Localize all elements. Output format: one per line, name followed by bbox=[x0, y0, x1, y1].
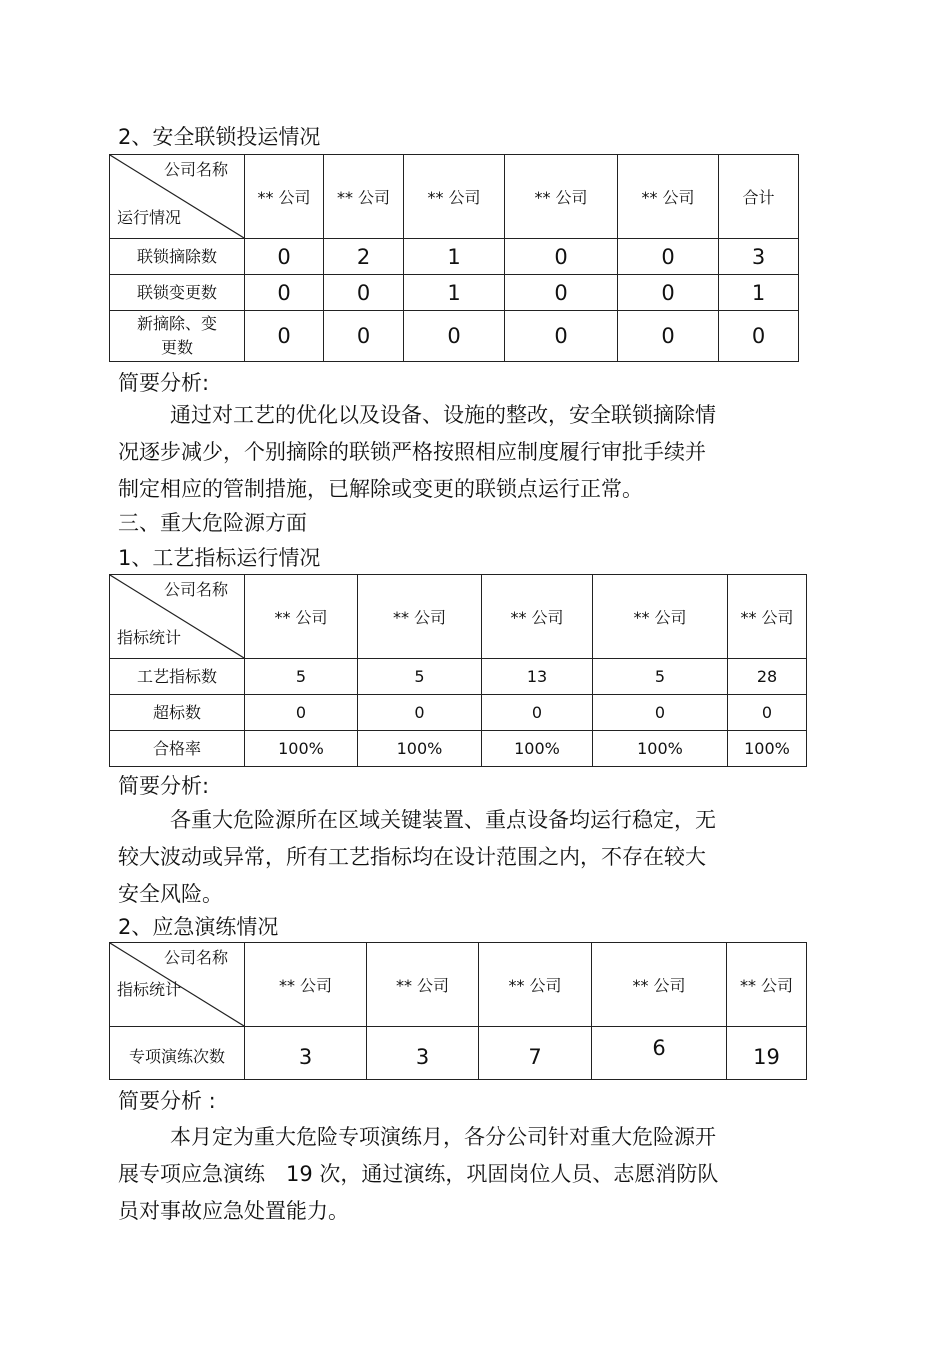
table-cell: 3 bbox=[719, 239, 799, 275]
analysis-title: 简要分析: bbox=[118, 774, 210, 798]
analysis-line: 制定相应的管制措施，已解除或变更的联锁点运行正常。 bbox=[118, 477, 643, 501]
table-cell: 0 bbox=[719, 311, 799, 362]
section-heading-drill: 2、应急演练情况 bbox=[118, 915, 279, 939]
table-corner-cell bbox=[110, 575, 245, 659]
table-corner-cell bbox=[110, 155, 245, 239]
column-header-total: 合计 bbox=[719, 155, 799, 239]
column-header: ** 公司 bbox=[358, 575, 482, 659]
table-cell: 19 bbox=[727, 1027, 807, 1080]
table-cell: 3 bbox=[367, 1027, 479, 1080]
row-label: 联锁摘除数 bbox=[110, 239, 245, 275]
table-cell: 0 bbox=[505, 275, 618, 311]
table-cell: 0 bbox=[404, 311, 505, 362]
table-cell: 0 bbox=[245, 275, 324, 311]
column-header: ** 公司 bbox=[367, 943, 479, 1027]
table-cell: 0 bbox=[505, 311, 618, 362]
column-header: ** 公司 bbox=[479, 943, 592, 1027]
row-label bbox=[110, 311, 245, 362]
corner-bottom-label: 指标统计 bbox=[117, 628, 182, 647]
table-cell: 100% bbox=[593, 731, 728, 767]
table-cell: 0 bbox=[618, 275, 719, 311]
table-cell: 0 bbox=[324, 311, 404, 362]
corner-bottom-label: 运行情况 bbox=[117, 208, 182, 227]
row-label: 工艺指标数 bbox=[110, 659, 245, 695]
section-heading-major-hazard: 三、重大危险源方面 bbox=[118, 511, 307, 535]
table-cell: 0 bbox=[482, 695, 593, 731]
table-cell: 0 bbox=[593, 695, 728, 731]
table-cell: 5 bbox=[245, 659, 358, 695]
table-corner-cell bbox=[110, 943, 245, 1027]
corner-top-label: 公司名称 bbox=[163, 580, 228, 599]
table-cell: 7 bbox=[479, 1027, 592, 1080]
column-header: ** 公司 bbox=[245, 155, 324, 239]
table-cell: 0 bbox=[245, 239, 324, 275]
row-label-line: 新摘除、变 bbox=[136, 314, 217, 333]
column-header: ** 公司 bbox=[728, 575, 807, 659]
column-header: ** 公司 bbox=[505, 155, 618, 239]
process-table bbox=[109, 574, 807, 767]
analysis-line: 通过对工艺的优化以及设备、设施的整改，安全联锁摘除情 bbox=[170, 403, 716, 427]
table-row bbox=[110, 731, 807, 767]
analysis-line: 员对事故应急处置能力。 bbox=[118, 1199, 349, 1223]
corner-top-label: 公司名称 bbox=[163, 948, 228, 967]
column-header: ** 公司 bbox=[245, 943, 367, 1027]
row-label: 专项演练次数 bbox=[110, 1027, 245, 1080]
table-cell: 0 bbox=[505, 239, 618, 275]
drill-table bbox=[109, 942, 807, 1080]
analysis-line: 况逐步减少，个别摘除的联锁严格按照相应制度履行审批手续并 bbox=[118, 440, 706, 464]
table-row bbox=[110, 695, 807, 731]
table-cell: 0 bbox=[618, 239, 719, 275]
table-cell: 100% bbox=[245, 731, 358, 767]
column-header: ** 公司 bbox=[592, 943, 727, 1027]
table-row bbox=[110, 275, 799, 311]
analysis-line: 较大波动或异常，所有工艺指标均在设计范围之内，不存在较大 bbox=[118, 845, 706, 869]
row-label: 合格率 bbox=[110, 731, 245, 767]
table-cell: 0 bbox=[245, 695, 358, 731]
table-row bbox=[110, 1027, 807, 1080]
table-row bbox=[110, 659, 807, 695]
section-heading-process: 1、工艺指标运行情况 bbox=[118, 546, 321, 570]
analysis-title: 简要分析: bbox=[118, 371, 210, 395]
column-header: ** 公司 bbox=[324, 155, 404, 239]
table-row bbox=[110, 311, 799, 362]
table-cell: 0 bbox=[618, 311, 719, 362]
interlock-table bbox=[109, 154, 799, 362]
column-header: ** 公司 bbox=[245, 575, 358, 659]
table-cell: 100% bbox=[728, 731, 807, 767]
corner-top-label: 公司名称 bbox=[163, 160, 228, 179]
column-header: ** 公司 bbox=[482, 575, 593, 659]
table-cell: 0 bbox=[728, 695, 807, 731]
analysis-line: 本月定为重大危险专项演练月，各分公司针对重大危险源开 bbox=[170, 1125, 716, 1149]
table-cell: 13 bbox=[482, 659, 593, 695]
analysis-title: 简要分析 : bbox=[118, 1089, 216, 1113]
analysis-line: 展专项应急演练 19 次，通过演练，巩固岗位人员、志愿消防队 bbox=[118, 1162, 719, 1186]
table-cell: 5 bbox=[358, 659, 482, 695]
table-cell: 2 bbox=[324, 239, 404, 275]
table-cell: 1 bbox=[404, 239, 505, 275]
row-label: 超标数 bbox=[110, 695, 245, 731]
table-cell: 3 bbox=[245, 1027, 367, 1080]
column-header: ** 公司 bbox=[593, 575, 728, 659]
table-cell: 28 bbox=[728, 659, 807, 695]
row-label-line: 更数 bbox=[160, 338, 193, 357]
row-label: 联锁变更数 bbox=[110, 275, 245, 311]
section-heading-interlock: 2、安全联锁投运情况 bbox=[118, 125, 321, 149]
column-header: ** 公司 bbox=[618, 155, 719, 239]
table-cell: 100% bbox=[482, 731, 593, 767]
table-cell: 0 bbox=[358, 695, 482, 731]
table-cell: 5 bbox=[593, 659, 728, 695]
analysis-line: 各重大危险源所在区域关键装置、重点设备均运行稳定，无 bbox=[170, 808, 716, 832]
table-cell: 1 bbox=[404, 275, 505, 311]
table-cell: 0 bbox=[245, 311, 324, 362]
column-header: ** 公司 bbox=[727, 943, 807, 1027]
table-cell: 6 bbox=[592, 1027, 727, 1080]
analysis-line: 安全风险。 bbox=[118, 882, 223, 906]
table-cell: 100% bbox=[358, 731, 482, 767]
column-header: ** 公司 bbox=[404, 155, 505, 239]
table-cell: 1 bbox=[719, 275, 799, 311]
table-row bbox=[110, 239, 799, 275]
corner-bottom-label: 指标统计 bbox=[117, 980, 182, 999]
table-cell: 0 bbox=[324, 275, 404, 311]
